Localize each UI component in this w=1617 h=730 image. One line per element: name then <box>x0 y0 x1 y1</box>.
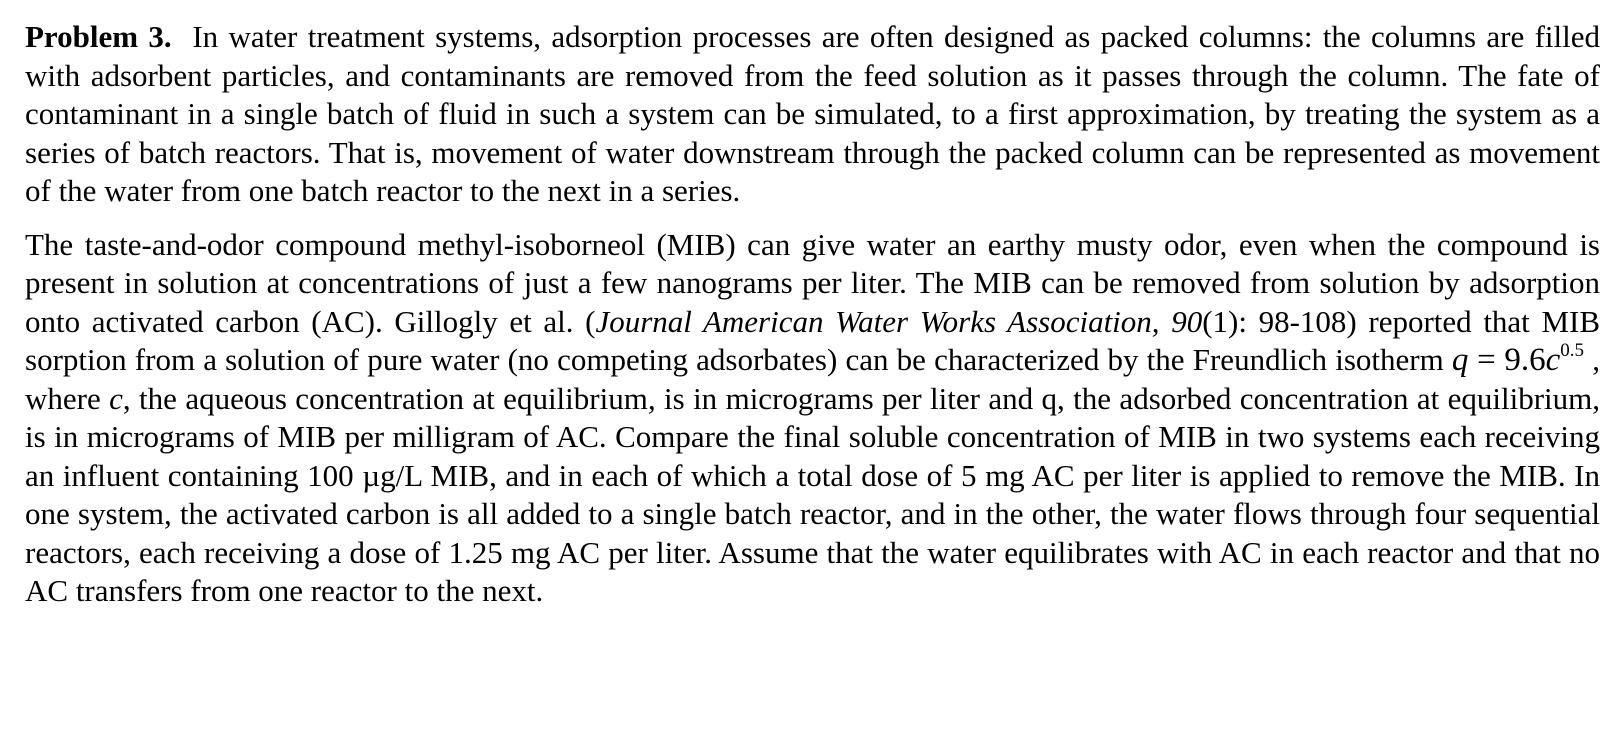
eq-rhs: = 9.6 <box>1468 342 1546 378</box>
mib-text-4: , the aqueous concentration at equilibrium <box>122 380 648 416</box>
mib-text-5: is in micrograms per liter and q, the adsorbed concentration at equilibrium, is in micrograms of MIB per milligram of AC. Compare the final soluble concentration of MIB in two systems each receiving an influent containing 100 µg/L MIB, and in each of which a total dose of 5 mg AC per liter is applied to remove the MIB. In one system, the activated carbon is all added to a single batch reactor, and in the other, the water flows through four sequential reactors, each receiving a dose of 1.25 mg AC per liter. Assume that the water equilibrates with AC in each reactor and that no AC transfers from one reactor to the next. <box>25 380 1601 608</box>
mib-text-1: The taste-and-odor compound methyl-isoborneol (MIB) can give water an earthy musty odor, even when the compound is present in solution at concentrations of just a few nanograms per liter. The MIB can be removed from solution by adsorption onto activated carbon (AC). Gillogly et al. ( <box>25 226 1600 339</box>
mib-text-3: , where <box>25 342 1600 416</box>
problem-text <box>25 18 1600 611</box>
variable-c: c <box>109 380 123 416</box>
problem-heading: Problem 3. <box>25 19 172 54</box>
eq-exponent: 0.5 <box>1560 340 1585 361</box>
eq-c: c <box>1545 342 1561 378</box>
eq-q: q <box>1451 342 1469 378</box>
freundlich-equation <box>1452 342 1584 378</box>
italic-comma: , <box>647 380 656 416</box>
paragraph-mib <box>25 226 1600 611</box>
journal-citation: Journal American Water Works Association, 90 <box>595 303 1203 339</box>
mib-text-2: (1): 98-108) reported that MIB sorption from a solution of pure water (no competing adsorbates) can be characterized by the Freundlich isotherm <box>25 303 1601 377</box>
paragraph-intro <box>25 18 1600 211</box>
paragraph-intro-text: In water treatment systems, adsorption processes are often designed as packed columns: the columns are filled with adsorbent particles, and contaminants are removed from the feed solution as it passes through the column. The fate of contaminant in a single batch of fluid in such a system can be simulated, to a first approximation, by treating the system as a series of batch reactors. That is, movement of water downstream through the packed column can be represented as movement of the water from one batch reactor to the next in a series. <box>25 19 1600 208</box>
